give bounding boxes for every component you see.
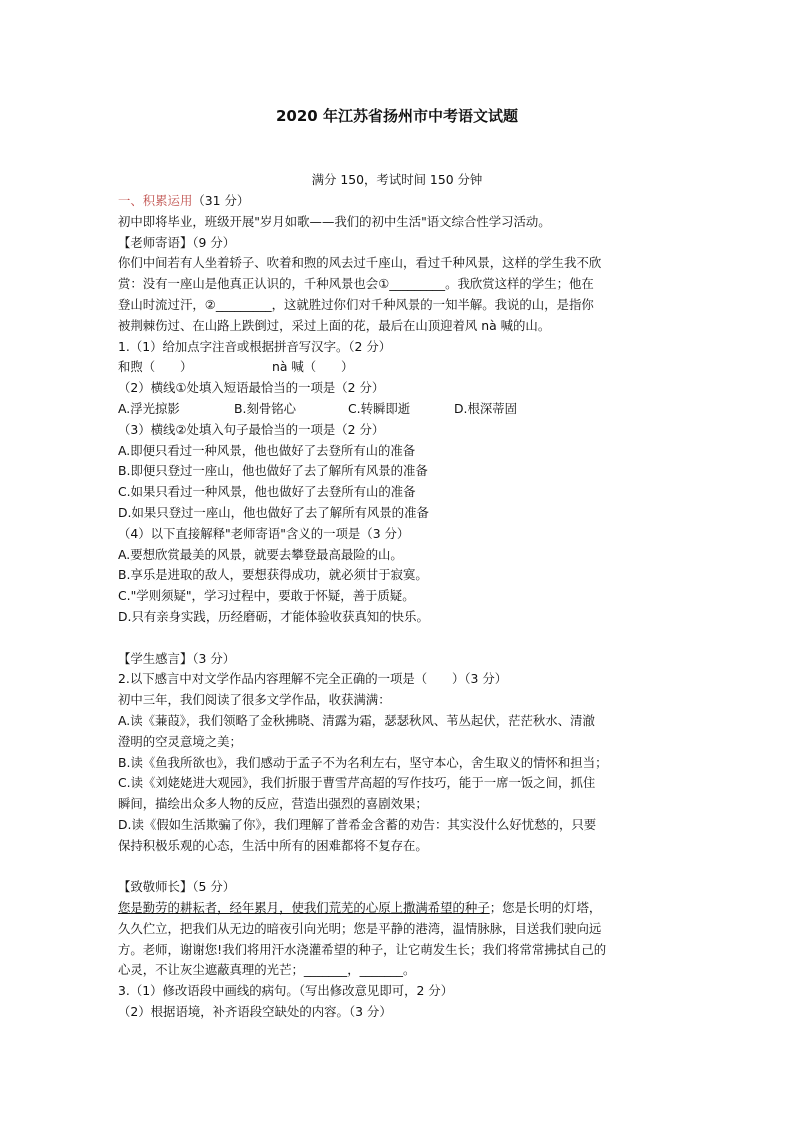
pinyin-item-hexu: 和煦（ ） bbox=[118, 359, 193, 375]
passage-line: 登山时流过汗，②_________，这就胜过你们对千种风景的一知半解。我说的山，是指你 bbox=[118, 296, 594, 312]
option-d: D.根深蒂固 bbox=[454, 400, 518, 416]
section-heading bbox=[118, 191, 684, 212]
passage-line: 你们中间若有人坐着轿子、吹着和煦的风去过千座山，看过千种风景，这样的学生我不欣 bbox=[118, 255, 602, 271]
passage-line: 方。老师，谢谢您!我们将用汗水浇灌希望的种子，让它萌发生长；我们将常常拂拭自己的 bbox=[118, 941, 607, 957]
question-1-1: 1.（1）给加点字注音或根据拼音写汉字。（2 分） bbox=[118, 338, 392, 354]
option-d: D.如果只登过一座山，他也做好了去了解所有风景的准备 bbox=[118, 504, 429, 520]
option-c-cont: 瞬间，描绘出众多人物的反应，营造出强烈的喜剧效果； bbox=[118, 796, 428, 812]
pinyin-row bbox=[118, 357, 684, 378]
student-remarks-heading: 【学生感言】（3 分） bbox=[118, 650, 236, 666]
options-row bbox=[118, 399, 684, 420]
section-label: 一、积累运用 bbox=[118, 193, 193, 208]
pinyin-item-nahan: nà 喊（ ） bbox=[272, 359, 354, 375]
spacer bbox=[118, 857, 684, 878]
option-b: B.刻骨铭心 bbox=[234, 400, 297, 416]
option-d: D.读《假如生活欺骗了你》，我们理解了普希金含蓄的劝告：其实没什么好忧愁的，只要 bbox=[118, 816, 597, 832]
option-c: C.如果只看过一种风景，他也做好了去登所有山的准备 bbox=[118, 484, 416, 500]
passage-line bbox=[118, 898, 684, 919]
option-a: A.浮光掠影 bbox=[118, 400, 180, 416]
document-title: 2020 年江苏省扬州市中考语文试题 bbox=[276, 107, 518, 125]
question-3-1: 3.（1）修改语段中画线的病句。（写出修改意见即可，2 分） bbox=[118, 983, 454, 999]
option-a: A.读《蒹葭》，我们领略了金秋拂晓、清露为霜，瑟瑟秋风、苇丛起伏，茫茫秋水、清澈 bbox=[118, 712, 595, 728]
passage-line: 被荆棘伤过、在山路上跌倒过，采过上面的花，最后在山顶迎着风 nà 喊的山。 bbox=[118, 317, 551, 333]
spacer bbox=[118, 628, 684, 649]
option-d: D.只有亲身实践，历经磨砺，才能体验收获真知的快乐。 bbox=[118, 608, 429, 624]
section-score: （31 分） bbox=[192, 193, 250, 208]
option-b: B.读《鱼我所欲也》，我们感动于孟子不为名利左右，坚守本心，舍生取义的情怀和担当； bbox=[118, 754, 608, 770]
question-2-intro: 初中三年，我们阅读了很多文学作品，收获满满： bbox=[118, 692, 391, 708]
passage-line: 赏：没有一座山是他真正认识的，千种风景也会①_________。我欣赏这样的学生；他在 bbox=[118, 276, 594, 292]
option-a-cont: 澄明的空灵意境之美； bbox=[118, 733, 242, 749]
option-d-cont: 保持积极乐观的心态，生活中所有的困难都将不复存在。 bbox=[118, 837, 428, 853]
option-c: C."学则须疑"，学习过程中，要敢于怀疑，善于质疑。 bbox=[118, 588, 415, 604]
option-c: C.转瞬即逝 bbox=[348, 400, 411, 416]
option-a: A.即便只看过一种风景，他也做好了去登所有山的准备 bbox=[118, 442, 416, 458]
document-body bbox=[118, 191, 684, 1023]
question-1-2: （2）横线①处填入短语最恰当的一项是（2 分） bbox=[118, 380, 385, 396]
exam-meta: 满分 150，考试时间 150 分钟 bbox=[311, 172, 483, 187]
option-a: A.要想欣赏最美的风景，就要去攀登最高最险的山。 bbox=[118, 546, 403, 562]
teacher-message-heading: 【老师寄语】（9 分） bbox=[118, 234, 236, 250]
question-1-4: （4）以下直接解释"老师寄语"含义的一项是（3 分） bbox=[118, 525, 410, 541]
underlined-sentence: 您是勤劳的耕耘者，经年累月，使我们荒芜的心原上撒满希望的种子 bbox=[118, 900, 490, 916]
question-1-3: （3）横线②处填入句子最恰当的一项是（2 分） bbox=[118, 421, 385, 437]
passage-text: ；您是长明的灯塔， bbox=[489, 900, 602, 916]
passage-line: 久久伫立，把我们从无边的暗夜引向光明；您是平静的港湾，温情脉脉，目送我们驶向远 bbox=[118, 920, 602, 936]
option-c: C.读《刘姥姥进大观园》，我们折服于曹雪芹高超的写作技巧，能于一席一饭之间，抓住 bbox=[118, 775, 596, 791]
question-3-2: （2）根据语境，补齐语段空缺处的内容。（3 分） bbox=[118, 1004, 392, 1020]
tribute-heading: 【致敬师长】（5 分） bbox=[118, 879, 236, 895]
section-intro: 初中即将毕业，班级开展"岁月如歌——我们的初中生活"语文综合性学习活动。 bbox=[118, 213, 551, 229]
option-b: B.即便只登过一座山，他也做好了去了解所有风景的准备 bbox=[118, 463, 428, 479]
question-2: 2.以下感言中对文学作品内容理解不完全正确的一项是（ ）（3 分） bbox=[118, 671, 508, 687]
passage-line: 心灵，不让灰尘遮蔽真理的光芒；_______，_______。 bbox=[118, 962, 416, 978]
option-b: B.享乐是进取的敌人，要想获得成功，就必须甘于寂寞。 bbox=[118, 567, 428, 583]
